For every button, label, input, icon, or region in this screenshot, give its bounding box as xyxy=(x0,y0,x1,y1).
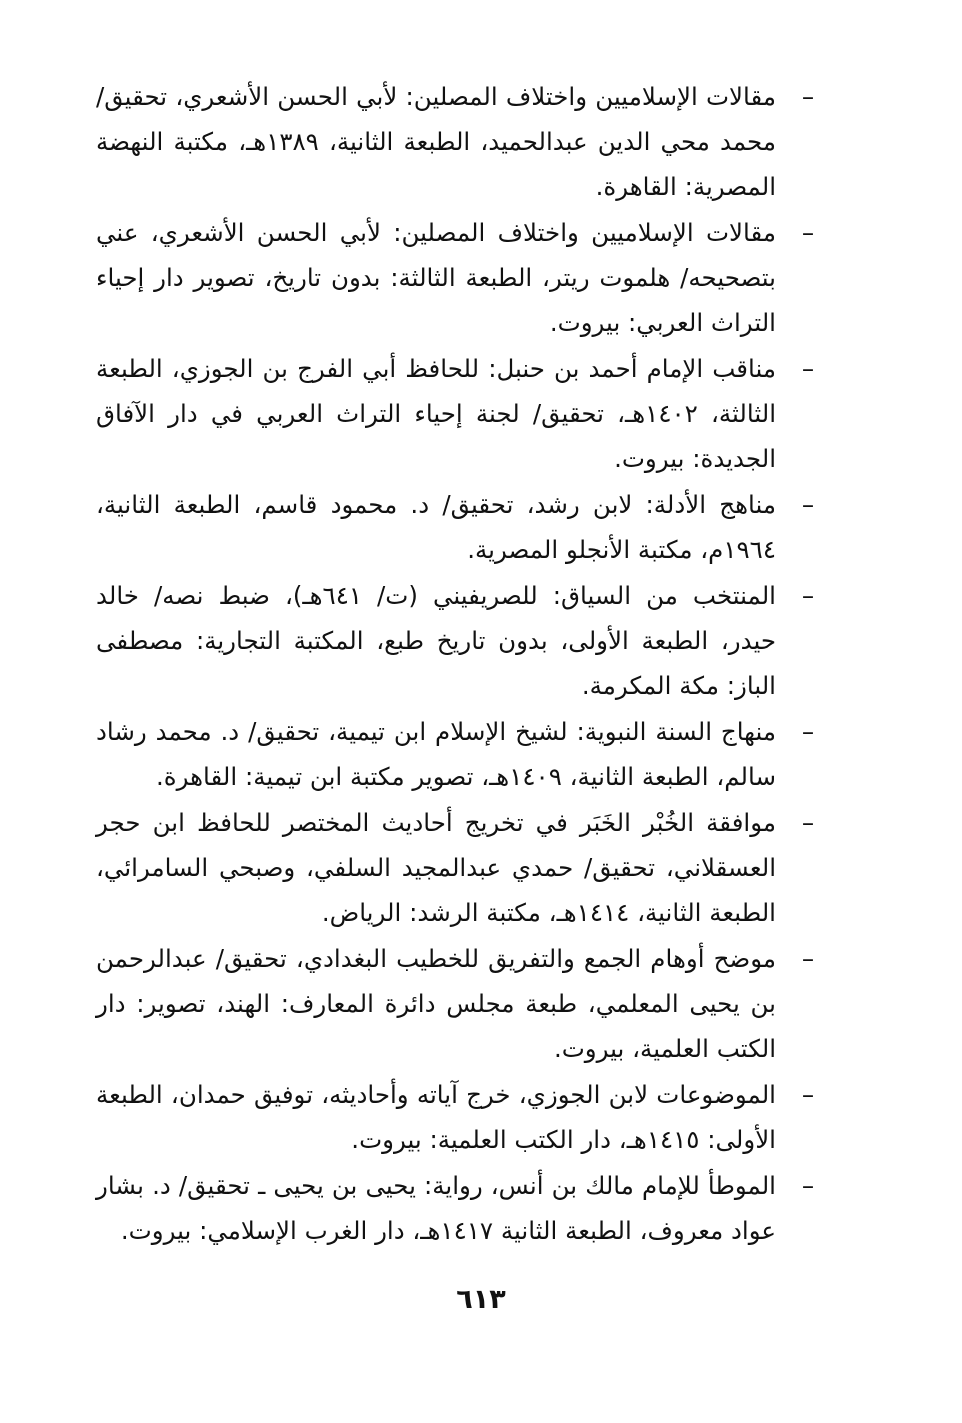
entry-text: موضح أوهام الجمع والتفريق للخطيب البغدادي، تحقيق/ عبدالرحمن بن يحيى المعلمي، طبعة مجلس دائرة المعارف: الهند، تصوير: دار الكتب العلمية، بيروت. xyxy=(96,944,776,1063)
bibliography-entry xyxy=(96,573,818,708)
entry-dash: – xyxy=(801,82,815,111)
entry-dash: – xyxy=(801,218,815,247)
entry-dash: – xyxy=(801,354,815,383)
bibliography-entry xyxy=(96,210,818,345)
entry-dash: – xyxy=(801,1171,815,1200)
bibliography-entry xyxy=(96,800,818,935)
bibliography-entry xyxy=(96,74,818,209)
bibliography-list xyxy=(96,74,818,1254)
entry-text: مناهج الأدلة: لابن رشد، تحقيق/ د. محمود قاسم، الطبعة الثانية، ١٩٦٤م، مكتبة الأنجلو المصرية. xyxy=(96,490,776,564)
entry-text: مقالات الإسلاميين واختلاف المصلين: لأبي الحسن الأشعري، عني بتصحيحه/ هلموت ريتر، الطبعة الثالثة: بدون تاريخ، تصوير دار إحياء التراث العربي: بيروت. xyxy=(96,218,776,337)
entry-text: موافقة الخُبْر الخَبَر في تخريج أحاديث المختصر للحافظ ابن حجر العسقلاني، تحقيق/ حمدي عبدالمجيد السلفي، وصبحي السامرائي، الطبعة الثانية، ١٤١٤هـ، مكتبة الرشد: الرياض. xyxy=(96,808,776,927)
bibliography-entry xyxy=(96,1072,818,1162)
entry-text: المنتخب من السياق: للصريفيني (ت/ ٦٤١هـ)، ضبط نصه/ خالد حيدر، الطبعة الأولى، بدون تاريخ طبع، المكتبة التجارية: مصطفى الباز: مكة المكرمة. xyxy=(96,581,776,700)
entry-text: منهاج السنة النبوية: لشيخ الإسلام ابن تيمية، تحقيق/ د. محمد رشاد سالم، الطبعة الثانية، ١٤٠٩هـ، تصوير مكتبة ابن تيمية: القاهرة. xyxy=(96,717,776,791)
bibliography-entry xyxy=(96,346,818,481)
entry-text: مناقب الإمام أحمد بن حنبل: للحافظ أبي الفرج بن الجوزي، الطبعة الثالثة، ١٤٠٢هـ، تحقيق/ لجنة إحياء التراث العربي في دار الآفاق الجديدة: بيروت. xyxy=(96,354,776,473)
entry-dash: – xyxy=(801,490,815,519)
entry-dash: – xyxy=(801,944,815,973)
bibliography-entry xyxy=(96,482,818,572)
page-number: ٦١٣ xyxy=(456,1284,506,1315)
bibliography-entry xyxy=(96,936,818,1071)
bibliography-entry xyxy=(96,1163,818,1253)
entry-dash: – xyxy=(801,1080,815,1109)
entry-text: مقالات الإسلاميين واختلاف المصلين: لأبي الحسن الأشعري، تحقيق/ محمد محي الدين عبدالحميد، الطبعة الثانية، ١٣٨٩هـ، مكتبة النهضة المصرية: القاهرة. xyxy=(96,82,776,201)
entry-dash: – xyxy=(801,581,815,610)
bibliography-entry xyxy=(96,709,818,799)
entry-text: الموضوعات لابن الجوزي، خرج آياته وأحاديثه، توفيق حمدان، الطبعة الأولى: ١٤١٥هـ، دار الكتب العلمية: بيروت. xyxy=(96,1080,776,1154)
entry-dash: – xyxy=(801,808,815,837)
entry-dash: – xyxy=(801,717,815,746)
entry-text: الموطأ للإمام مالك بن أنس، رواية: يحيى بن يحيى ـ تحقيق/ د. بشار عواد معروف، الطبعة الثانية ١٤١٧هـ، دار الغرب الإسلامي: بيروت. xyxy=(96,1171,776,1245)
